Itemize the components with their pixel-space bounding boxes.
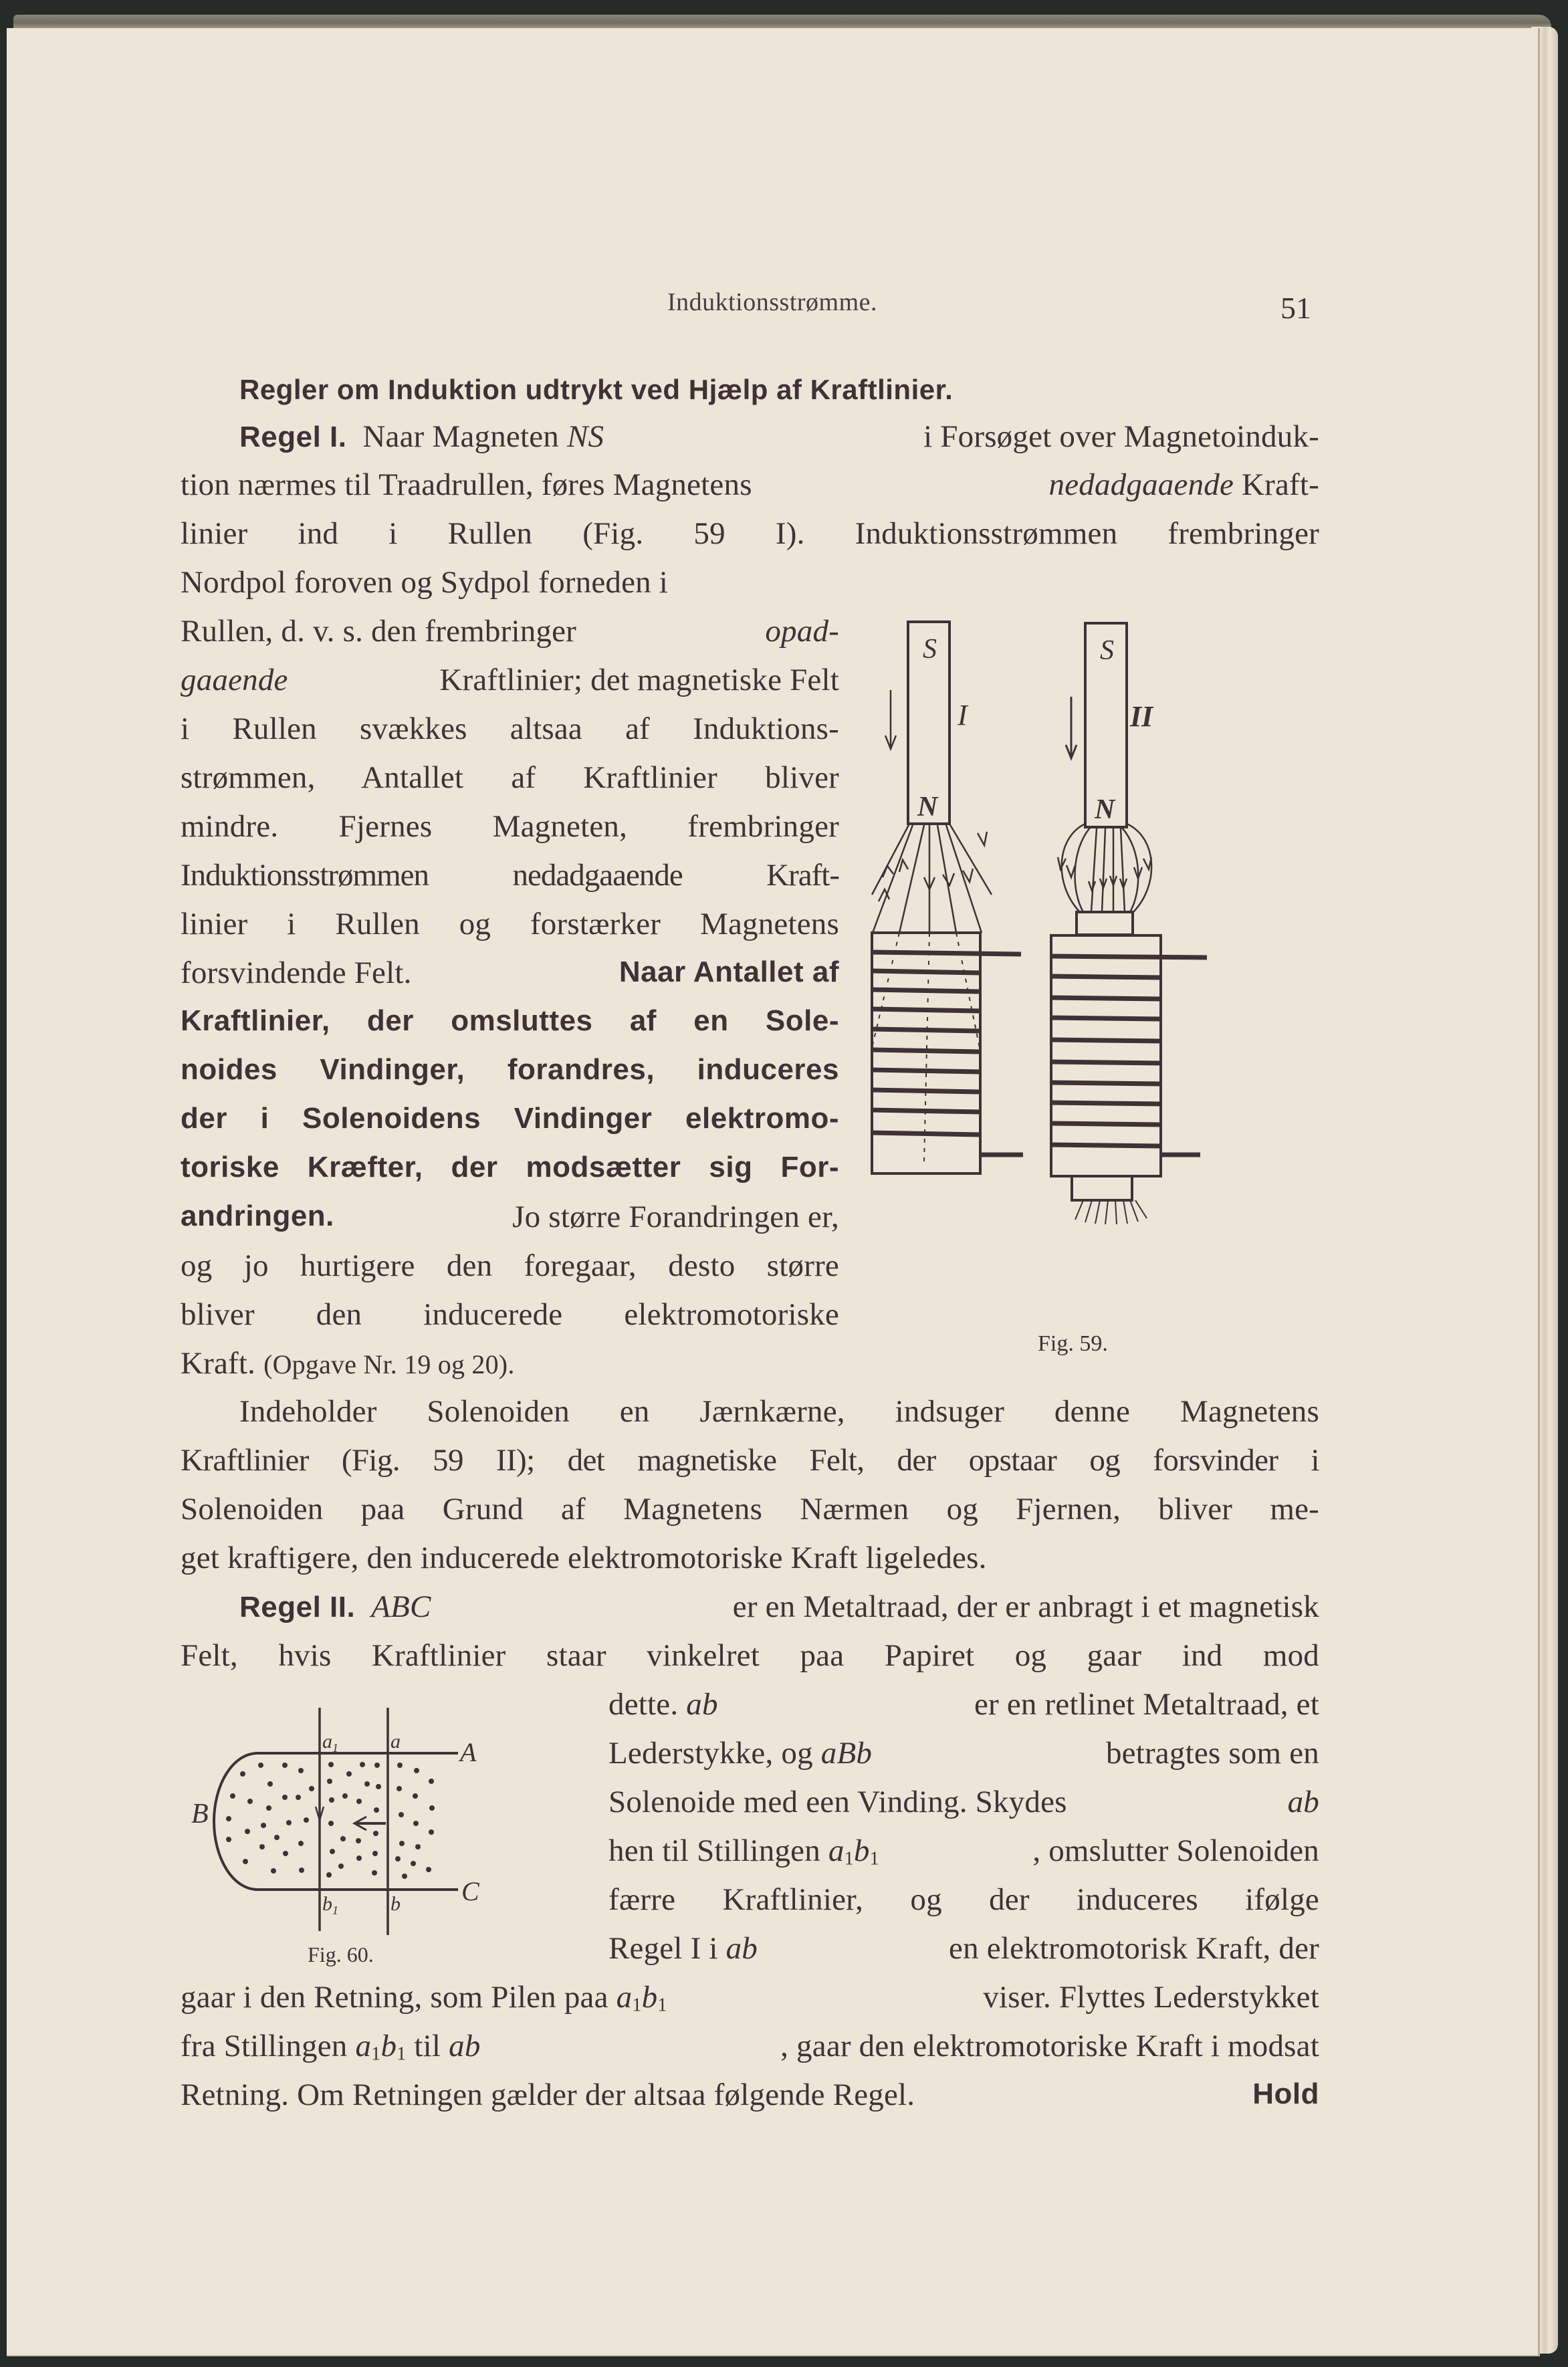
label-a-upper: A [460,1737,477,1767]
text-line: Regel II. ABC er en Metaltraad, der er anbragt i et magnetisk [239,1589,1319,1624]
text-line: forsvindende Felt. Naar Antallet af [181,955,839,990]
text-line: andringen. Jo større Forandringen er, [181,1200,839,1234]
text-line: tion nærmes til Traadrullen, føres Magnetens nedadgaaende Kraft- [181,467,1319,502]
text-line-bold: der i Solenoidens Vindinger elektromo- [181,1102,839,1135]
text-line-bold: Kraftlinier, der omsluttes af en Sole- [181,1004,839,1037]
pole-label-s: S [923,634,937,665]
figure-60 [167,1686,602,1967]
label-a: a [390,1730,401,1753]
figure-60-caption: Fig. 60. [308,1942,374,1966]
text-line: og jo hurtigere den foregaar, desto større [181,1248,839,1283]
text-line: Rullen, d. v. s. den frembringer opad- [181,614,839,649]
label-b: B [191,1799,209,1829]
text-line: fra Stillingen $a_1b_1$ til ab , gaar den elektromotoriske Kraft i modsat [181,2029,1319,2065]
figure-59 [863,603,1331,1365]
panel-label-i: I [958,699,968,731]
pole-label-n: N [1095,794,1115,825]
text-line: get kraftigere, den inducerede elektromotoriske Kraft ligeledes. [181,1541,987,1575]
text-line: linier ind i Rullen (Fig. 59 I). Induktionsstrømmen frembringer [181,516,1319,551]
pole-label-n: N [917,792,938,822]
text-line: Induktionsstrømmen nedadgaaende Kraft- [181,858,839,893]
rule-label: Regel II. [239,1591,356,1623]
wire-abc [214,1753,458,1890]
book-page [7,28,1540,2356]
text-line: linier i Rullen og forstærker Magnetens [181,907,839,941]
figure-59-caption: Fig. 59. [1038,1331,1108,1356]
text-line: gaaende Kraftlinier; det magnetiske Felt [181,663,839,697]
text-line: færre Kraftlinier, og der induceres ifølge [608,1882,1319,1917]
page-number: 51 [1280,291,1311,325]
label-b1: $b_1$ [322,1893,338,1917]
label-b-lower: b [390,1893,401,1915]
section-heading: Regler om Induktion udtrykt ved Hjælp af Kraftlinier. [239,374,954,405]
text-line: Regel I. Naar Magneten NS i Forsøget over Magnetoinduk- [239,419,1319,454]
panel-label-ii: II [1130,700,1153,733]
text-line: Retning. Om Retningen gælder der altsaa følgende Regel. Hold [181,2077,1319,2112]
text-line: Kraftlinier (Fig. 59 II); det magnetiske Felt, der opstaar og forsvinder i [181,1443,1319,1478]
text-line: Solenoiden paa Grund af Magnetens Nærmen og Fjernen, bliver me- [181,1492,1319,1527]
text-line: hen til Stillingen $a_1b_1$ , omslutter Solenoiden [608,1833,1319,1870]
text-line: strømmen, Antallet af Kraftlinier bliver [181,760,839,795]
text-line: i Rullen svækkes altsaa af Induktions- [181,711,839,746]
pole-label-s: S [1100,635,1114,666]
text-line: Lederstykke, og aBb betragtes som en [608,1736,1319,1771]
text-line: gaar i den Retning, som Pilen paa $a_1b_1$ viser. Flyttes Lederstykket [181,1980,1319,2016]
text-line: bliver den inducerede elektromotoriske [181,1297,839,1332]
text-line: Regel I i ab en elektromotorisk Kraft, der [608,1931,1319,1966]
text-line-bold: toriske Kræfter, der modsætter sig For- [181,1151,839,1184]
text-line-bold: noides Vindinger, forandres, induceres [181,1053,839,1086]
rule-label: Regel I. [239,421,347,453]
running-title: Induktionsstrømme. [667,288,878,316]
text-line: Nordpol foroven og Sydpol forneden i [181,565,669,600]
text-line: Indeholder Solenoiden en Jærnkærne, indsuger denne Magnetens [239,1394,1319,1429]
text-line: Kraft. (Opgave Nr. 19 og 20). [181,1346,515,1381]
text-line: dette. ab er en retlinet Metaltraad, et [608,1687,1319,1722]
label-a1: $a_1$ [322,1730,338,1755]
text-line: Felt, hvis Kraftlinier staar vinkelret paa Papiret og gaar ind mod [181,1638,1319,1673]
label-c: C [461,1876,479,1906]
text-line: mindre. Fjernes Magneten, frembringer [181,809,839,844]
text-line: Solenoide med een Vinding. Skydes ab [608,1785,1319,1819]
